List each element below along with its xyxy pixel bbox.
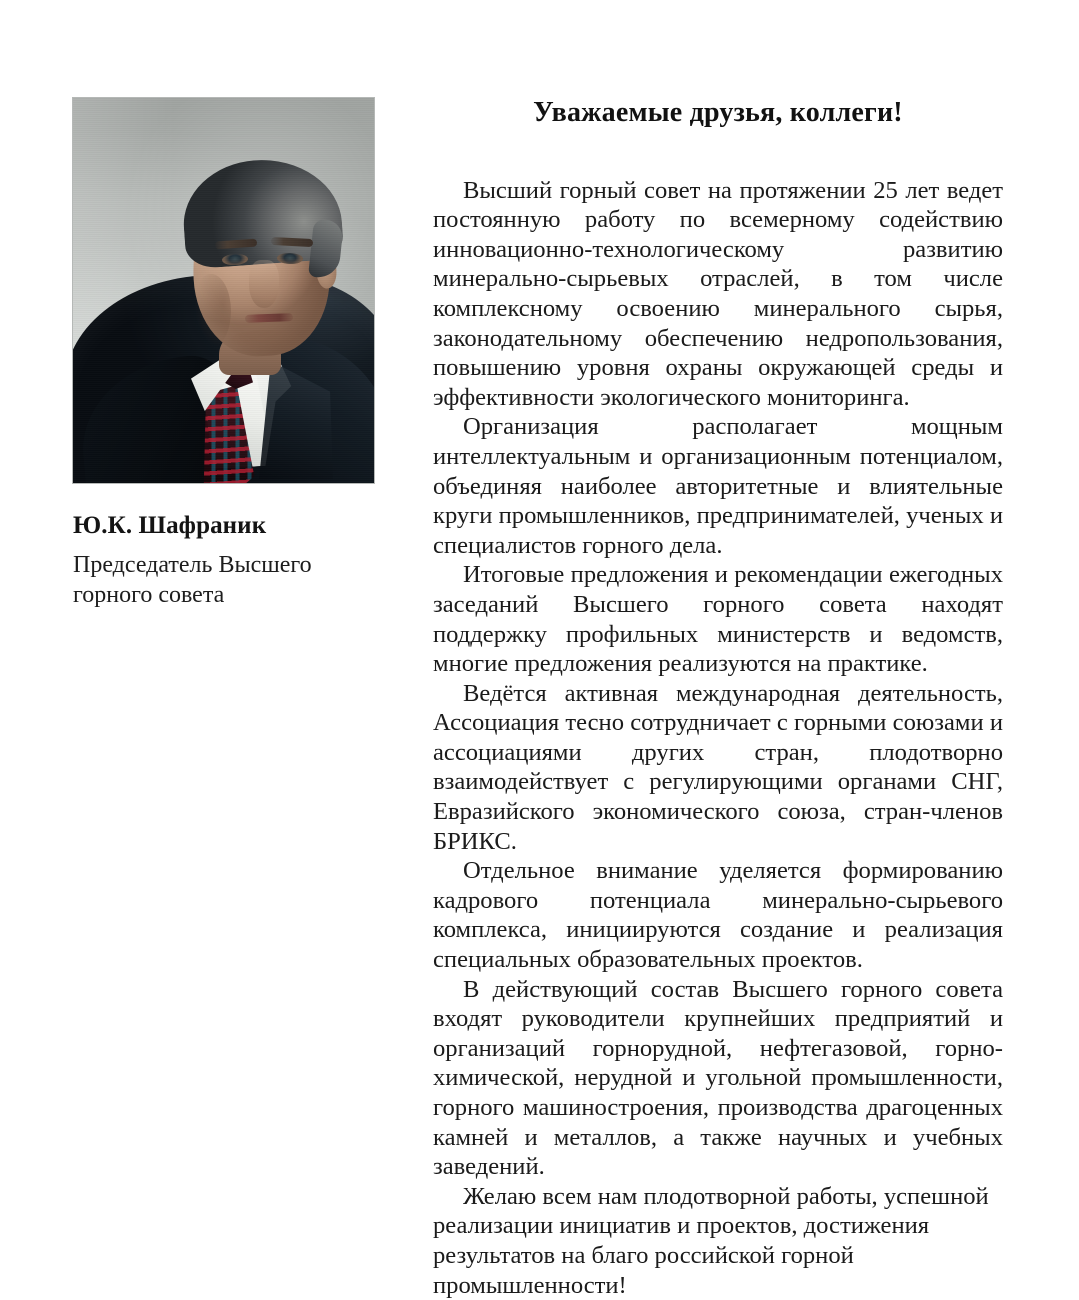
jaw-shadow [191,274,231,348]
article-heading: Уважаемые друзья, коллеги! [533,97,903,128]
portrait-photo [73,98,374,483]
article-body [433,176,1003,1300]
mouth [245,313,293,323]
nose [249,260,279,308]
portrait-caption [73,511,373,610]
article-paragraph: Итоговые предложения и рекомендации ежегодных заседаний Высшего горного совета находят поддержку профильных министерств и ведомств, многие предложения реализуются на практике. [433,561,1003,678]
article-paragraph: Желаю всем нам плодотворной работы, успешной реализации инициатив и проектов, достижения результатов на благо российской горной промышленности! [433,1182,989,1299]
article-paragraph: Высший горный совет на протяжении 25 лет ведет постоянную работу по всемерному содействию инновационно-технологическому развитию минерально-сырьевых отраслей, в том числе комплексному освоению минерального сырья, законодательному обеспечению недропользования, повышению уровня охраны окружающей среды и эффективности экологического мониторинга. [433,176,1003,411]
caption-person-name: Ю.К. Шафраник [73,512,267,539]
chin-shadow [229,330,303,352]
caption-person-role: Председатель Высшего горного совета [73,552,312,609]
article-paragraph: В действующий состав Высшего горного совета входят руководители крупнейших предприятий и организаций горнорудной, нефтегазовой, горно-химической, нерудной и угольной промышленности, горного машиностроения, производства драгоценных камней и металлов, а также научных и учебных заведений. [433,975,1003,1181]
article-paragraph: Отдельное внимание уделяется формированию кадрового потенциала минерально-сырьевого комплекса, инициируются создание и реализация специальных образовательных проектов. [433,857,1003,974]
article-paragraph: Ведётся активная международная деятельность, Ассоциация тесно сотрудничает с горными союзами и ассоциациями других стран, плодотворно взаимодействует с регулирующими органами СНГ, Евразийского экономического союза, стран-членов БРИКС. [433,679,1003,855]
portrait-column [73,98,375,610]
article-column [433,96,1003,1300]
article-paragraph: Организация располагает мощным интеллектуальным и организационным потенциалом, объединяя наиболее авторитетные и влиятельные круги промышленников, предпринимателей, ученых и специалистов горного дела. [433,413,1003,559]
